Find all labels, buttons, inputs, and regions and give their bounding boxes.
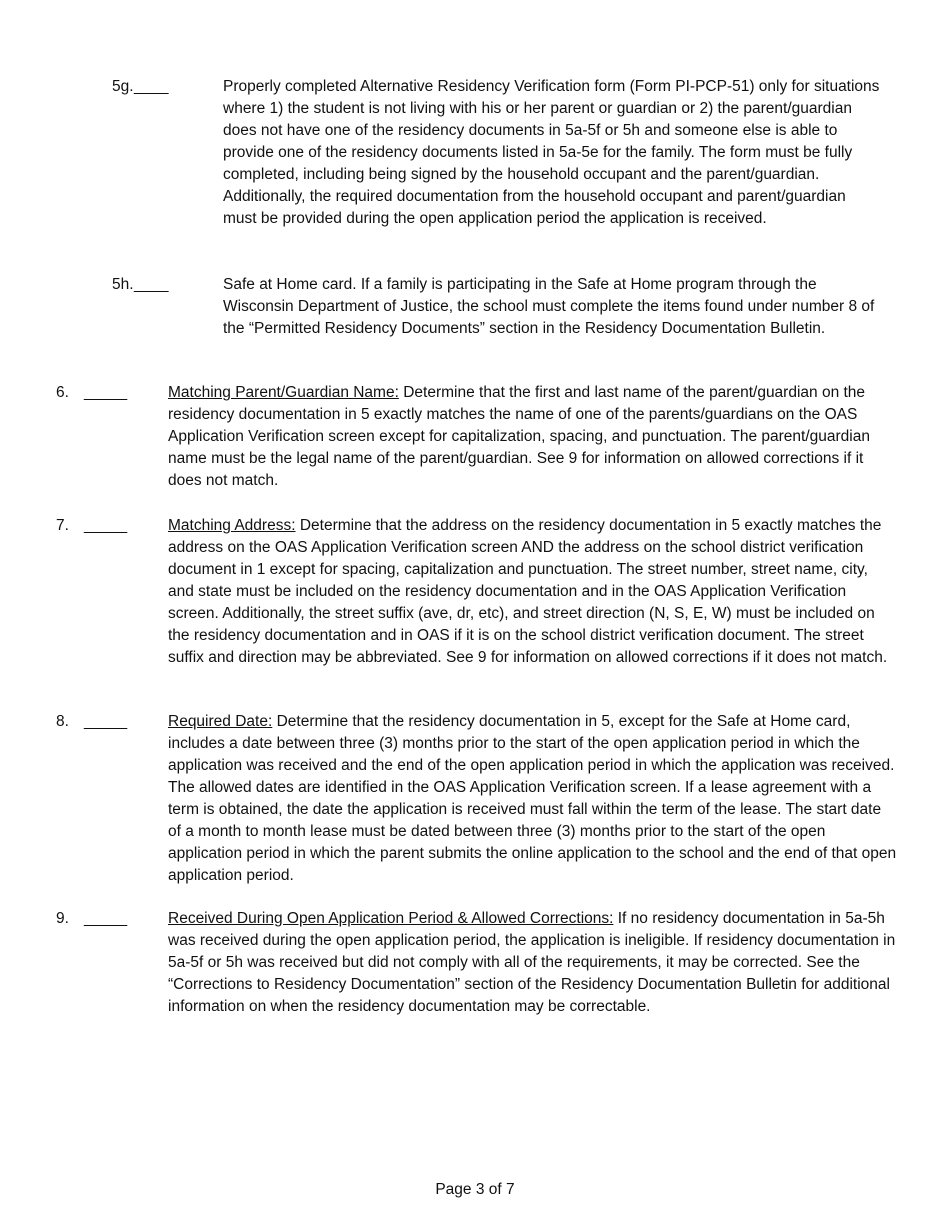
item-heading: Matching Parent/Guardian Name: (168, 384, 399, 401)
item-number: 9. (56, 910, 69, 927)
item-text (168, 711, 898, 887)
check-blank: _____ (84, 910, 128, 927)
page-number: Page 3 of 7 (435, 1181, 515, 1198)
check-blank: _____ (84, 713, 128, 730)
check-blank: ____ (134, 78, 169, 95)
item-text (168, 382, 898, 492)
item-body: If no residency documentation in 5a-5h was received during the open application period, the application is ineligible. If residency documentation in 5a-5f or 5h was received but did not comply with all of the requirements, it may be corrected. See the “Corrections to Residency Documentation” section of the Residency Documentation Bulletin for additional information on when the residency documentation may be correctable. (168, 910, 896, 1015)
item-number: 6. (56, 384, 69, 401)
item-number: 7. (56, 517, 69, 534)
item-text (168, 515, 898, 669)
item-body: Determine that the residency documentation in 5, except for the Safe at Home card, includes a date between three (3) months prior to the start of the open application period in which the application was received and the end of the open application period in which the application was received. The allowed dates are identified in the OAS Application Verification screen. If a lease agreement with a term is obtained, the date the application is received must fall within the term of the lease. The start date of a month to month lease must be dated between three (3) months prior to the start of the open application period in which the parent submits the online application to the school and the end of that open application period. (168, 713, 897, 884)
check-blank: _____ (84, 384, 128, 401)
sub-item-text: Safe at Home card. If a family is participating in the Safe at Home program through the Wisconsin Department of Justice, the school must complete the items found under number 8 of the “Permitted Residency Documents” section in the Residency Documentation Bulletin. (223, 276, 875, 337)
item-body: Determine that the first and last name of the parent/guardian on the residency documentation in 5 exactly matches the name of one of the parents/guardians on the OAS Application Verification screen except for capitalization, spacing, and punctuation. The parent/guardian name must be the legal name of the parent/guardian. See 9 for information on allowed corrections if it does not match. (168, 384, 870, 489)
item-heading: Required Date: (168, 713, 273, 730)
check-blank: _____ (84, 517, 128, 534)
sub-item-text: Properly completed Alternative Residency Verification form (Form PI-PCP-51) only for situations where 1) the student is not living with his or her parent or guardian or 2) the parent/guardian does not have one of the residency documents in 5a-5f or 5h and someone else is able to provide one of the residency documents listed in 5a-5e for the family. The form must be fully completed, including being signed by the household occupant and the parent/guardian. Additionally, the required documentation from the household occupant and parent/guardian must be provided during the open application period the application is received. (223, 78, 880, 227)
item-body: Determine that the address on the residency documentation in 5 exactly matches the address on the OAS Application Verification screen AND the address on the school district verification document in 1 except for spacing, capitalization and punctuation. The street number, street name, city, and state must be included on the residency documentation and in the OAS Application Verification screen. Additionally, the street suffix (ave, dr, etc), and street direction (N, S, E, W) must be included on the residency documentation and in OAS if it is on the school district verification document. The street suffix and direction may be abbreviated. See 9 for information on allowed corrections if it does not match. (168, 517, 888, 666)
sub-item-label: 5h. (112, 276, 134, 293)
check-blank: ____ (134, 276, 169, 293)
sub-item-label: 5g. (112, 78, 134, 95)
item-number: 8. (56, 713, 69, 730)
item-text (168, 908, 898, 1018)
item-heading: Matching Address: (168, 517, 296, 534)
item-heading: Received During Open Application Period & Allowed Corrections: (168, 910, 614, 927)
